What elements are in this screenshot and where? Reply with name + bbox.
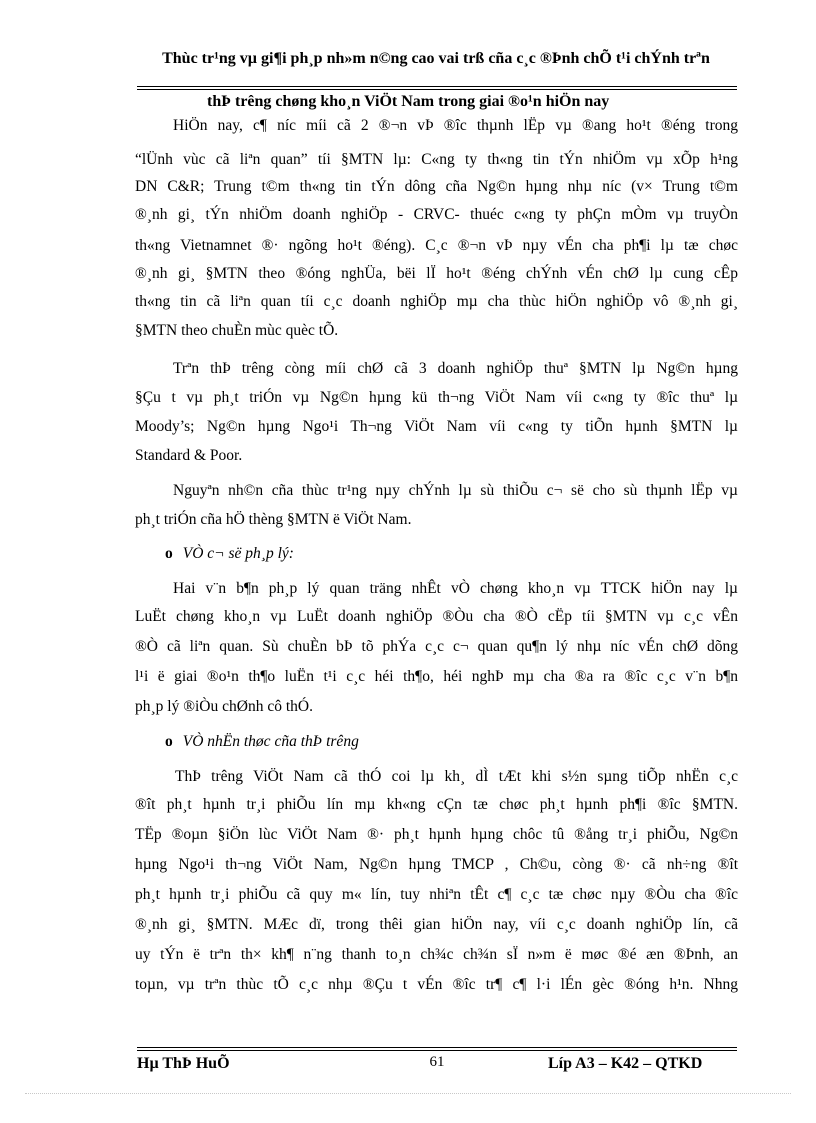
bullet-marker: o <box>165 545 173 562</box>
page-title: Thùc tr¹ng vµ gi¶i ph¸p nh»m n©ng cao vai trß cña c¸c ®Þnh chÕ t¹i chÝnh trªn <box>162 50 710 67</box>
body-line: Standard & Poor. <box>135 447 243 464</box>
body-line: ThÞ trêng ViÖt Nam cã thÓ coi lµ kh¸ dÌ tÆt khi s½n sµng tiÕp nhËn c¸c <box>175 768 738 785</box>
body-line: Hai v¨n b¶n ph¸p lý quan träng nhÊt vÒ chøng kho¸n vµ TTCK hiÖn nay lµ <box>173 580 738 597</box>
body-line: §Çu t vµ ph¸t triÓn vµ Ng©n hµng kü th¬ng ViÖt Nam víi c«ng ty ®îc thuª lµ <box>135 389 738 406</box>
body-line: uy tÝn ë trªn th× kh¶ n¨ng thanh to¸n ch¾c ch¾n sÏ n»m ë møc ®é æn ®Þnh, an <box>135 946 738 963</box>
body-line: ®¸nh gi¸ §MTN. MÆc dï, trong thêi gian hiÖn nay, víi c¸c doanh nghiÖp lín, cã <box>135 916 738 933</box>
body-line: ®¸nh gi¸ tÝn nhiÖm doanh nghiÖp - CRVC- thuéc c«ng ty phÇn mÒm vµ truyÒn <box>135 206 738 223</box>
body-line: Nguyªn nh©n cña thùc tr¹ng nµy chÝnh lµ sù thiÕu c¬ së cho sù thµnh lËp vµ <box>173 482 738 499</box>
footer-rule-top <box>137 1047 737 1048</box>
footer-author: Hµ ThÞ HuÕ <box>137 1055 230 1072</box>
bullet-market-awareness <box>165 733 359 751</box>
body-line: ®Ò cã liªn quan. Sù chuÈn bÞ tõ phÝa c¸c c¬ quan qu¶n lý nhµ níc vÉn chØ dõng <box>135 638 738 655</box>
body-line: toµn, vµ trªn thùc tÕ c¸c nhµ ®Çu t vÉn ®îc tr¶ c¶ l·i lÉn gèc ®óng h¹n. Nhng <box>135 976 738 993</box>
body-line: th«ng Vietnamnet ®· ngõng ho¹t ®éng). C¸c ®¬n vÞ nµy vÉn cha ph¶i lµ tæ chøc <box>135 237 738 254</box>
body-line: th«ng tin cã liªn quan tíi c¸c doanh nghiÖp mµ cha thùc hiÖn nghiÖp vô ®¸nh gi¸ <box>135 293 738 310</box>
body-line: ph¸p lý ®iÒu chØnh cô thÓ. <box>135 698 313 715</box>
body-line: ph¸t hµnh tr¸i phiÕu cã quy m« lín, tuy nhiªn tÊt c¶ c¸c tæ chøc nµy ®Òu cha ®îc <box>135 886 738 903</box>
body-line: Moody’s; Ng©n hµng Ngo¹i Th¬ng ViÖt Nam víi c«ng ty tiÕn hµnh §MTN lµ <box>135 418 738 435</box>
body-line: §MTN theo chuÈn mùc quèc tÕ. <box>135 322 339 339</box>
body-line: l¹i ë giai ®o¹n th¶o luËn t¹i c¸c héi th¶o, héi nghÞ mµ cha ®a ra ®îc c¸c v¨n b¶n <box>135 668 738 685</box>
body-line: LuËt chøng kho¸n vµ LuËt doanh nghiÖp ®Òu cha ®Ò cËp tíi §MTN vµ c¸c vÊn <box>135 608 738 625</box>
footer-class: Líp A3 – K42 – QTKD <box>548 1055 703 1072</box>
bullet-marker: o <box>165 733 173 750</box>
title-rule-bottom <box>137 89 737 90</box>
bullet-label: VÒ nhËn thøc cña thÞ trêng <box>182 733 359 750</box>
body-line: HiÖn nay, c¶ níc míi cã 2 ®¬n vÞ ®îc thµnh lËp vµ ®ang ho¹t ®éng trong <box>173 117 738 134</box>
title-rule-top <box>137 86 737 87</box>
body-line: TËp ®oµn §iÖn lùc ViÖt Nam ®· ph¸t hµnh hµng chôc tû ®ång tr¸i phiÕu, Ng©n <box>135 826 738 843</box>
body-line: hµng Ngo¹i th¬ng ViÖt Nam, Ng©n hµng TMCP , Ch©u, còng ®· cã nh÷ng ®ît <box>135 856 738 873</box>
footer-rule-bottom <box>137 1050 737 1051</box>
page-number: 61 <box>429 1054 445 1070</box>
body-line: ph¸t triÓn cña hÖ thèng §MTN ë ViÖt Nam. <box>135 511 412 528</box>
page-boundary <box>25 1093 791 1094</box>
bullet-label: VÒ c¬ së ph¸p lý: <box>182 545 294 562</box>
body-line: “lÜnh vùc cã liªn quan” tíi §MTN lµ: C«ng ty th«ng tin tÝn nhiÖm vµ xÕp h¹ng <box>135 151 738 168</box>
bullet-legal-basis <box>165 545 294 563</box>
page-subtitle: thÞ trêng chøng kho¸n ViÖt Nam trong giai ®o¹n hiÖn nay <box>207 93 610 110</box>
body-line: Trªn thÞ trêng còng míi chØ cã 3 doanh nghiÖp thuª §MTN lµ Ng©n hµng <box>173 360 738 377</box>
body-line: DN C&R; Trung t©m th«ng tin tÝn dông cña Ng©n hµng nhµ níc (v× Trung t©m <box>135 178 738 195</box>
body-line: ®ît ph¸t hµnh tr¸i phiÕu lín mµ kh«ng cÇn tæ chøc ph¸t hµnh ph¶i ®îc §MTN. <box>135 796 738 813</box>
body-line: ®¸nh gi¸ §MTN theo ®óng nghÜa, bëi lÏ ho¹t ®éng chÝnh vÉn chØ lµ cung cÊp <box>135 265 738 282</box>
